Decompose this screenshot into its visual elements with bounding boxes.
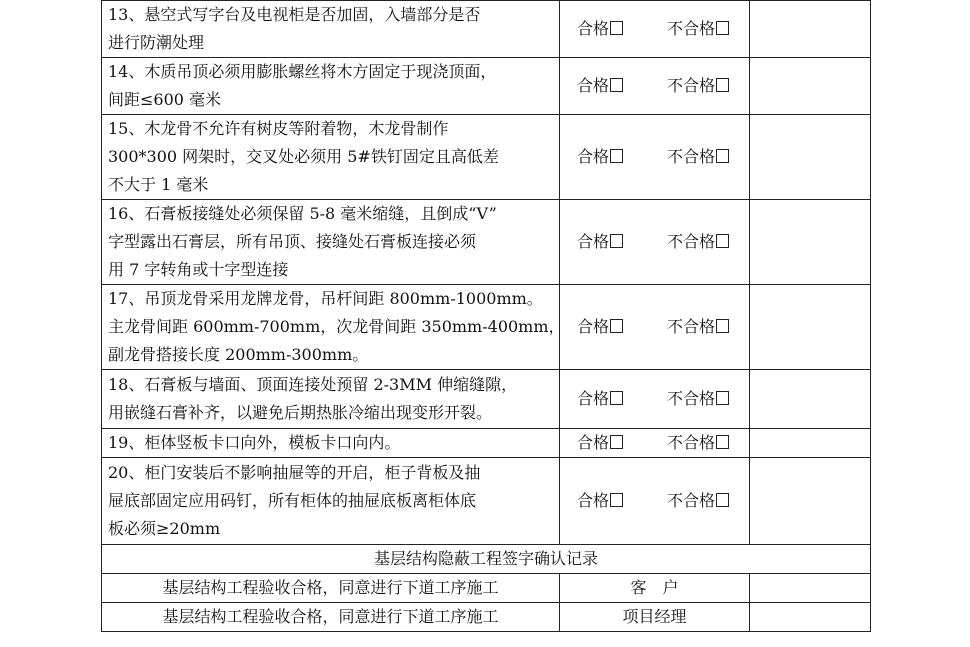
remarks-cell[interactable] <box>750 1 871 58</box>
signature-row-manager <box>102 603 871 632</box>
fail-checkbox[interactable] <box>716 149 729 163</box>
pass-label: 合格 <box>577 389 610 408</box>
pass-label: 合格 <box>577 147 610 166</box>
remarks-cell[interactable] <box>750 115 871 200</box>
signature-role: 项目经理 <box>560 603 750 632</box>
item-text-line: 主龙骨间距 600mm-700mm，次龙骨间距 350mm-400mm， <box>108 317 565 336</box>
item-text-line: 13、悬空式写字台及电视柜是否加固，入墙部分是否 <box>108 5 481 24</box>
item-text-line: 字型露出石膏层，所有吊顶、接缝处石膏板连接必须 <box>108 232 477 251</box>
pass-checkbox[interactable] <box>610 435 623 449</box>
fail-option[interactable] <box>667 143 729 171</box>
item-text-line: 15、木龙骨不允许有树皮等附着物，木龙骨制作 <box>108 119 449 138</box>
pass-option[interactable] <box>577 15 623 43</box>
signature-statement: 基层结构工程验收合格，同意进行下道工序施工 <box>102 574 560 603</box>
inspection-item-text <box>102 458 560 545</box>
inspection-row <box>102 1 871 58</box>
result-options <box>560 285 750 370</box>
item-text-line: 18、石膏板与墙面、顶面连接处预留 2-3MM 伸缩缝隙， <box>108 375 518 394</box>
pass-option[interactable] <box>577 143 623 171</box>
fail-checkbox[interactable] <box>716 319 729 333</box>
fail-checkbox[interactable] <box>716 435 729 449</box>
fail-label: 不合格 <box>666 433 715 452</box>
inspection-items <box>102 1 871 545</box>
pass-option[interactable] <box>577 487 623 515</box>
section-title: 基层结构隐蔽工程签字确认记录 <box>102 545 871 574</box>
inspection-item-text <box>102 429 560 458</box>
item-text-line: 用嵌缝石膏补齐，以避免后期热胀冷缩出现变形开裂。 <box>108 403 493 422</box>
remarks-cell[interactable] <box>750 370 871 429</box>
pass-checkbox[interactable] <box>610 493 623 507</box>
pass-checkbox[interactable] <box>610 234 623 248</box>
fail-checkbox[interactable] <box>716 21 729 35</box>
fail-option[interactable] <box>667 228 729 256</box>
inspection-item-text <box>102 285 565 370</box>
inspection-item-text <box>102 58 560 115</box>
fail-option[interactable] <box>667 385 729 413</box>
pass-checkbox[interactable] <box>610 319 623 333</box>
fail-option[interactable] <box>667 313 729 341</box>
result-options <box>560 370 750 429</box>
remarks-cell[interactable] <box>750 285 871 370</box>
inspection-item-text <box>102 370 560 429</box>
pass-label: 合格 <box>577 19 610 38</box>
pass-option[interactable] <box>577 385 623 413</box>
fail-label: 不合格 <box>666 389 715 408</box>
item-text-line: 20、柜门安装后不影响抽屉等的开启，柜子背板及抽 <box>108 463 481 482</box>
fail-label: 不合格 <box>666 76 715 95</box>
inspection-row <box>102 115 871 200</box>
fail-option[interactable] <box>667 72 729 100</box>
remarks-cell[interactable] <box>750 429 871 458</box>
fail-checkbox[interactable] <box>716 78 729 92</box>
inspection-item-text <box>102 115 560 200</box>
inspection-row <box>102 285 871 370</box>
result-options <box>560 200 750 285</box>
fail-option[interactable] <box>667 487 729 515</box>
pass-label: 合格 <box>577 433 610 452</box>
fail-option[interactable] <box>667 429 729 457</box>
fail-label: 不合格 <box>666 317 715 336</box>
inspection-item-text <box>102 1 560 58</box>
signature-statement: 基层结构工程验收合格，同意进行下道工序施工 <box>102 603 560 632</box>
item-text-line: 屉底部固定应用码钉，所有柜体的抽屉底板离柜体底 <box>108 491 477 510</box>
signature-field[interactable] <box>750 603 871 632</box>
pass-label: 合格 <box>577 317 610 336</box>
pass-checkbox[interactable] <box>610 149 623 163</box>
pass-option[interactable] <box>577 228 623 256</box>
remarks-cell[interactable] <box>750 58 871 115</box>
item-text-line: 16、石膏板接缝处必须保留 5-8 毫米缩缝，且倒成“V” <box>108 204 497 223</box>
fail-checkbox[interactable] <box>716 234 729 248</box>
signature-role: 客 户 <box>560 574 750 603</box>
item-text-line: 17、吊顶龙骨采用龙牌龙骨，吊杆间距 800mm-1000mm。 <box>108 289 543 308</box>
pass-option[interactable] <box>577 313 623 341</box>
item-text-line: 300*300 网架时，交叉处必须用 5#铁钉固定且高低差 <box>108 147 499 166</box>
inspection-row <box>102 429 871 458</box>
pass-option[interactable] <box>577 429 623 457</box>
item-text-line: 不大于 1 毫米 <box>108 175 209 194</box>
signature-row-customer <box>102 574 871 603</box>
pass-label: 合格 <box>577 76 610 95</box>
result-options <box>560 429 750 458</box>
remarks-cell[interactable] <box>750 200 871 285</box>
result-options <box>560 458 750 545</box>
signature-section <box>102 545 871 632</box>
fail-label: 不合格 <box>666 491 715 510</box>
inspection-item-text <box>102 200 560 285</box>
item-text-line: 用 7 字转角或十字型连接 <box>108 260 289 279</box>
fail-label: 不合格 <box>666 19 715 38</box>
inspection-row <box>102 58 871 115</box>
fail-label: 不合格 <box>666 147 715 166</box>
signature-field[interactable] <box>750 574 871 603</box>
result-options <box>560 115 750 200</box>
fail-option[interactable] <box>667 15 729 43</box>
inspection-row <box>102 458 871 545</box>
fail-checkbox[interactable] <box>716 493 729 507</box>
result-options <box>560 1 750 58</box>
remarks-cell[interactable] <box>750 458 871 545</box>
pass-label: 合格 <box>577 491 610 510</box>
pass-checkbox[interactable] <box>610 21 623 35</box>
inspection-row <box>102 370 871 429</box>
fail-checkbox[interactable] <box>716 391 729 405</box>
pass-checkbox[interactable] <box>610 78 623 92</box>
item-text-line: 14、木质吊顶必须用膨胀螺丝将木方固定于现浇顶面， <box>108 62 497 81</box>
inspection-row <box>102 200 871 285</box>
pass-label: 合格 <box>577 232 610 251</box>
item-text-line: 间距≤600 毫米 <box>108 90 222 109</box>
inspection-table <box>101 0 871 632</box>
item-text-line: 板必须≥20mm <box>108 519 221 538</box>
item-text-line: 进行防潮处理 <box>108 33 205 52</box>
item-text-line: 副龙骨搭接长度 200mm-300mm。 <box>108 345 369 364</box>
pass-option[interactable] <box>577 72 623 100</box>
result-options <box>560 58 750 115</box>
pass-checkbox[interactable] <box>610 391 623 405</box>
item-text-line: 19、柜体竖板卡口向外，模板卡口向内。 <box>108 433 401 452</box>
fail-label: 不合格 <box>666 232 715 251</box>
